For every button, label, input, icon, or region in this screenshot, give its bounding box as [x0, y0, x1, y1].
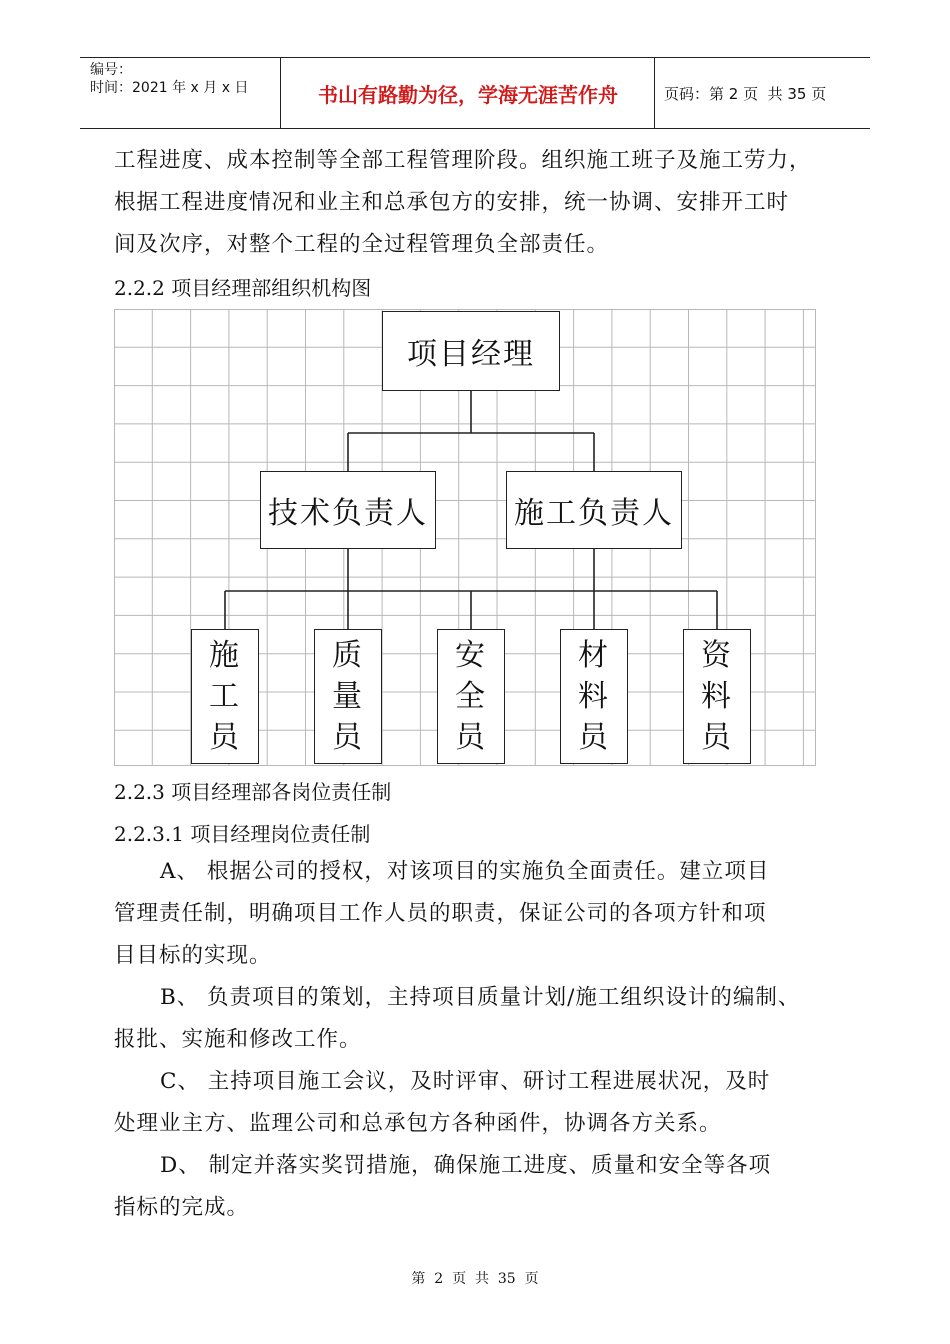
node-char: 员 [701, 720, 733, 755]
node-char: 员 [209, 720, 241, 755]
paragraph-c [114, 1061, 770, 1145]
text-line: C、 主持项目施工会议，及时评审、研讨工程进展状况，及时 [160, 1069, 771, 1094]
intro-paragraph [114, 140, 812, 266]
page-footer: 第 2 页 共 35 页 [411, 1271, 539, 1287]
org-node-construction-lead [506, 471, 682, 549]
node-char: 工 [209, 679, 241, 714]
org-node-documents-officer [683, 629, 751, 764]
header-divider [280, 58, 281, 128]
text-line: 目目标的实现。 [114, 943, 272, 968]
header-motto: 书山有路勤为径，学海无涯苦作舟 [318, 82, 618, 107]
section-heading-223: 2.2.3 项目经理部各岗位责任制 [114, 780, 392, 804]
node-label: 技术负责人 [268, 496, 428, 531]
node-char: 员 [455, 720, 487, 755]
node-char: 料 [701, 679, 733, 714]
node-label: 施工负责人 [514, 496, 674, 531]
text-line: A、 根据公司的授权，对该项目的实施负全面责任。建立项目 [160, 859, 770, 884]
org-node-materials-officer [560, 629, 628, 764]
header-page-info [664, 58, 826, 128]
org-node-project-manager [382, 311, 560, 391]
number-label: 编号： [90, 62, 132, 78]
header-meta [90, 61, 248, 97]
node-char: 员 [578, 720, 610, 755]
text-line: D、 制定并落实奖罚措施，确保施工进度、质量和安全等各项 [160, 1153, 772, 1178]
text-line: 管理责任制，明确项目工作人员的职责，保证公司的各项方针和项 [114, 901, 767, 926]
page-label: 页码：第 2 页 共 35 页 [664, 84, 827, 103]
text-line: B、 负责项目的策划，主持项目质量计划/施工组织设计的编制、 [160, 985, 801, 1010]
paragraph-a [114, 851, 769, 977]
page-header [80, 57, 870, 129]
time-label: 时间：2021 年 x 月 x 日 [90, 80, 249, 96]
node-char: 安 [455, 638, 487, 673]
text-line: 报批、实施和修改工作。 [114, 1027, 362, 1052]
org-node-quality-officer [314, 629, 382, 764]
paragraph-b [114, 977, 800, 1061]
node-char: 全 [455, 679, 487, 714]
text-line: 间及次序，对整个工程的全过程管理负全部责任。 [114, 232, 610, 257]
text-line: 指标的完成。 [114, 1195, 250, 1220]
node-label: 项目经理 [407, 337, 535, 372]
node-char: 施 [209, 638, 241, 673]
org-node-safety-officer [437, 629, 505, 764]
text-line: 工程进度、成本控制等全部工程管理阶段。组织施工班子及施工劳力， [114, 148, 812, 173]
node-char: 材 [578, 638, 610, 673]
org-node-technical-lead [260, 471, 436, 549]
org-node-construction-worker [191, 629, 259, 764]
section-heading-2231: 2.2.3.1 项目经理岗位责任制 [114, 822, 371, 846]
org-chart [114, 309, 816, 766]
node-char: 资 [701, 638, 733, 673]
section-heading-222: 2.2.2 项目经理部组织机构图 [114, 276, 372, 300]
header-divider [654, 58, 655, 128]
node-char: 量 [332, 679, 364, 714]
text-line: 根据工程进度情况和业主和总承包方的安排，统一协调、安排开工时 [114, 190, 790, 215]
node-char: 料 [578, 679, 610, 714]
text-line: 处理业主方、监理公司和总承包方各种函件，协调各方关系。 [114, 1111, 722, 1136]
node-char: 员 [332, 720, 364, 755]
paragraph-d [114, 1145, 771, 1229]
node-char: 质 [332, 638, 364, 673]
